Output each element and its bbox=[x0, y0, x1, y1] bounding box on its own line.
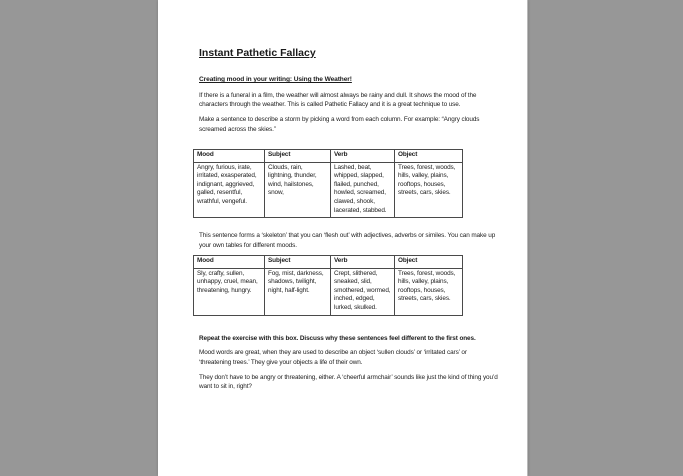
column-header-mood: Mood bbox=[194, 256, 265, 269]
cheerful-armchair-paragraph: They don’t have to be angry or threatening, either. A ‘cheerful armchair’ sounds like just the kind of thing you’d want to sit in, right? bbox=[199, 373, 498, 391]
table-cell-subject: Fog, mist, darkness, shadows, twilight, night, half-light. bbox=[265, 268, 331, 315]
document-page bbox=[158, 0, 528, 476]
repeat-exercise-line: Repeat the exercise with this box. Discuss why these sentences feel different to the first ones. bbox=[199, 334, 476, 342]
instruction-paragraph: Make a sentence to describe a storm by picking a word from each column. For example: “Angry clouds screamed across the skies.” bbox=[199, 116, 480, 133]
mood-words-paragraph: Mood words are great, when they are used to describe an object ‘sullen clouds’ or ‘irritated cars’ or ‘threatening trees.’ They give your objects a life of their own. bbox=[199, 349, 467, 366]
column-header-object: Object bbox=[395, 256, 463, 269]
table-cell-mood: Angry, furious, irate, irritated, exasperated, indignant, aggrieved, galled, resentful, wrathful, vengeful. bbox=[194, 162, 265, 218]
table-row bbox=[194, 162, 463, 218]
page-content bbox=[199, 0, 499, 392]
table-cell-mood: Sly, crafty, sullen, unhappy, cruel, mean, threatening, hungry. bbox=[194, 268, 265, 315]
table-header-row bbox=[194, 256, 463, 269]
table-cell-verb: Crept, slithered, sneaked, slid, smothered, wormed, inched, edged, lurked, skulked. bbox=[331, 268, 395, 315]
column-header-mood: Mood bbox=[194, 150, 265, 163]
column-header-subject: Subject bbox=[265, 256, 331, 269]
table-cell-object: Trees, forest, woods, hills, valley, plains, rooftops, houses, streets, cars, skies. bbox=[395, 162, 463, 218]
table-cell-object: Trees, forest, woods, hills, valley, plains, rooftops, houses, streets, cars, skies. bbox=[395, 268, 463, 315]
table-header-row bbox=[194, 150, 463, 163]
column-header-subject: Subject bbox=[265, 150, 331, 163]
table-cell-subject: Clouds, rain, lightning, thunder, wind, hailstones, snow, bbox=[265, 162, 331, 218]
table-cell-verb: Lashed, beat, whipped, slapped, flailed, punched, howled, screamed, clawed, shook, lacerated, stabbed. bbox=[331, 162, 395, 218]
skeleton-paragraph: This sentence forms a ‘skeleton’ that you can ‘flesh out’ with adjectives, adverbs or similes. You can make up your own tables for different moods. bbox=[199, 232, 496, 249]
intro-paragraph: If there is a funeral in a film, the weather will almost always be rainy and dull. It shows the mood of the characters through the weather. This is called Pathetic Fallacy and it is a great technique to use. bbox=[199, 91, 477, 109]
table-row bbox=[194, 268, 463, 315]
column-header-verb: Verb bbox=[331, 256, 395, 269]
section-heading: Creating mood in your writing: Using the Weather! bbox=[199, 76, 352, 83]
gloomy-word-table bbox=[193, 255, 463, 316]
storm-word-table bbox=[193, 149, 463, 218]
column-header-object: Object bbox=[395, 150, 463, 163]
column-header-verb: Verb bbox=[331, 150, 395, 163]
document-title: Instant Pathetic Fallacy bbox=[199, 47, 316, 59]
